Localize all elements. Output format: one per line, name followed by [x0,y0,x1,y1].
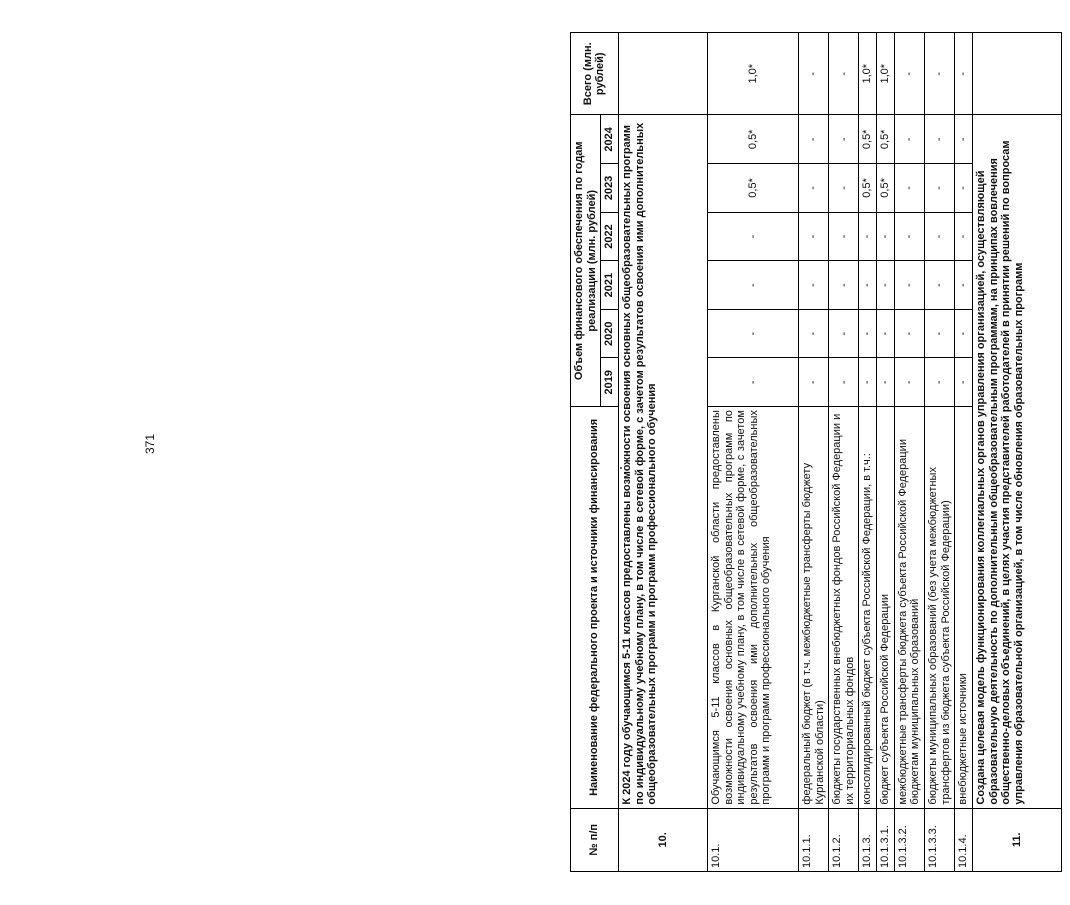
value-cell: - [829,164,859,213]
value-cell: 0,5* [877,115,895,164]
total-cell: - [925,33,955,116]
row-number: 10.1.3.2. [894,808,924,871]
value-cell: 0,5* [877,164,895,213]
row-name: бюджеты муниципальных образований (без учета межбюджетных трансфертов из бюджета субъекта Российской Федерации) [925,407,955,809]
value-cell: - [798,358,828,407]
value-cell: - [955,164,973,213]
section-text: Создана целевая модель функционирования коллегиальных органов управления организацией, осуществляющей образовательную деятельность по дополнительным общеобразовательным программам, на принципах вовлечения общественно-деловых объединений, в целях участия представителей работодателей в принятии решений по вопросам управления образовательной организацией, в том числе обновления образовательных программ [972,115,1061,808]
header-num: № п/п [571,808,619,871]
row-number: 10.1.3.1. [877,808,895,871]
row-number: 10.1.3.3. [925,808,955,871]
value-cell: - [877,309,895,358]
value-cell: - [955,309,973,358]
row-name: бюджет субъекта Российской Федерации [877,407,895,809]
value-cell: - [925,115,955,164]
value-cell: - [829,115,859,164]
value-cell: - [894,309,924,358]
value-cell: - [877,261,895,310]
header-year: 2021 [601,261,619,310]
header-funding: Объем финансового обеспечения по годам реализации (млн. рублей) [571,115,601,407]
value-cell: - [877,212,895,261]
value-cell: 0,5* [707,115,798,164]
value-cell: - [798,261,828,310]
total-cell: - [798,33,828,116]
value-cell: - [955,261,973,310]
row-number: 10. [618,808,707,871]
row-number: 10.1.4. [955,808,973,871]
value-cell: - [829,309,859,358]
value-cell: - [798,212,828,261]
header-year: 2023 [601,164,619,213]
header-year: 2019 [601,358,619,407]
value-cell: - [859,261,877,310]
value-cell: 0,5* [859,164,877,213]
row-name: бюджеты государственных внебюджетных фондов Российской Федерации и их территориальных фондов [829,407,859,809]
header-row [571,33,601,872]
value-cell: 0,5* [859,115,877,164]
table-row [707,33,798,872]
value-cell: - [894,164,924,213]
section-text: К 2024 году обучающимся 5-11 классов предоставлены возможности освоения основных общеобразовательных программ по индивидуальному учебному плану, в том числе в сетевой форме, с зачетом результатов освоения ими дополнительных общеобразовательных программ и программ профессионального обучения [618,115,707,808]
total-cell: - [955,33,973,116]
row-name: межбюджетные трансферты бюджета субъекта Российской Федерации бюджетам муниципальных образований [894,407,924,809]
total-cell: - [894,33,924,116]
empty-cell [618,33,707,116]
row-number: 11. [972,808,1061,871]
value-cell: - [955,358,973,407]
value-cell: - [707,309,798,358]
funding-table [570,32,1062,872]
value-cell: - [798,164,828,213]
table-row [829,33,859,872]
row-number: 10.1. [707,808,798,871]
value-cell: - [859,212,877,261]
table-row [798,33,828,872]
value-cell: - [894,358,924,407]
row-number: 10.1.1. [798,808,828,871]
header-year: 2020 [601,309,619,358]
table-row [925,33,955,872]
value-cell: - [925,309,955,358]
header-total: Всего (млн. рублей) [571,33,619,116]
value-cell: - [925,261,955,310]
table-row [894,33,924,872]
value-cell: - [707,212,798,261]
total-cell: 1,0* [877,33,895,116]
total-cell: - [829,33,859,116]
value-cell: - [955,115,973,164]
value-cell: - [859,358,877,407]
value-cell: - [829,358,859,407]
row-number: 10.1.2. [829,808,859,871]
row-name: внебюджетные источники [955,407,973,809]
table-row [955,33,973,872]
value-cell: - [925,358,955,407]
value-cell: - [829,212,859,261]
value-cell: - [859,309,877,358]
header-year: 2022 [601,212,619,261]
value-cell: - [798,115,828,164]
value-cell: 0,5* [707,164,798,213]
value-cell: - [955,212,973,261]
value-cell: - [707,261,798,310]
row-number: 10.1.3. [859,808,877,871]
total-cell: 1,0* [707,33,798,116]
section-row [972,33,1061,872]
value-cell: - [798,309,828,358]
header-name: Наименование федерального проекта и источники финансирования [571,407,619,809]
table-row [877,33,895,872]
value-cell: - [829,261,859,310]
value-cell: - [894,115,924,164]
section-row [618,33,707,872]
value-cell: - [925,212,955,261]
row-name: Обучающимся 5-11 классов в Курганской области предоставлены возможности освоения основных общеобразовательных программ по индивидуальному учебному плану, в том числе в сетевой форме, с зачетом результатов освоения ими дополнительных общеобразовательных программ и программ профессионального обучения [707,407,798,809]
page-number: 371 [143,433,157,455]
row-name: консолидированный бюджет субъекта Российской Федерации, в т.ч.: [859,407,877,809]
empty-cell [972,33,1061,116]
value-cell: - [894,261,924,310]
table-row [859,33,877,872]
row-name: федеральный бюджет (в т.ч. межбюджетные трансферты бюджету Курганской области) [798,407,828,809]
total-cell: 1,0* [859,33,877,116]
value-cell: - [877,358,895,407]
value-cell: - [925,164,955,213]
rotated-page [570,32,1070,872]
value-cell: - [707,358,798,407]
value-cell: - [894,212,924,261]
header-year: 2024 [601,115,619,164]
